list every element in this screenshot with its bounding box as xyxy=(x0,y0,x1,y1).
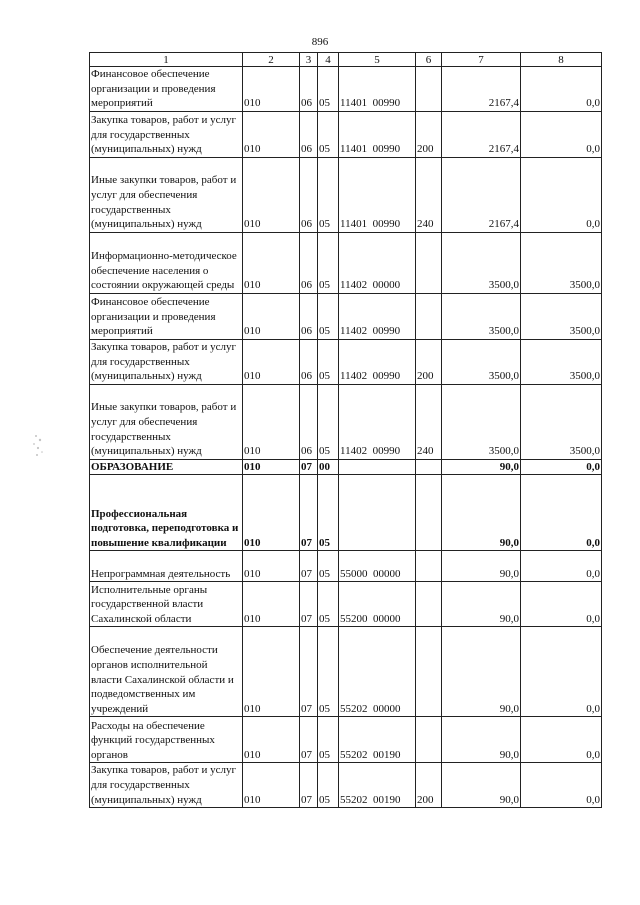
cell-value-8: 0,0 xyxy=(521,459,602,475)
cell-rz: 06 xyxy=(300,384,318,459)
cell-name: Закупка товаров, работ и услуг для государственных (муниципальных) нужд xyxy=(90,763,243,808)
cell-name: Обеспечение деятельности органов исполнительной власти Сахалинской области и подведомственных им учреждений xyxy=(90,627,243,717)
cell-value-8: 0,0 xyxy=(521,67,602,112)
cell-csr: 11402 00000 xyxy=(339,232,416,293)
cell-value-7: 90,0 xyxy=(442,582,521,627)
cell-pr: 05 xyxy=(318,717,339,763)
col-header-4: 4 xyxy=(318,53,339,67)
cell-name: Закупка товаров, работ и услуг для государственных (муниципальных) нужд xyxy=(90,339,243,384)
table-row xyxy=(90,293,602,339)
cell-name: Исполнительные органы государственной власти Сахалинской области xyxy=(90,582,243,627)
cell-name: Финансовое обеспечение организации и проведения мероприятий xyxy=(90,67,243,112)
cell-pr: 05 xyxy=(318,763,339,808)
cell-value-8: 3500,0 xyxy=(521,339,602,384)
table-row xyxy=(90,627,602,717)
cell-value-7: 2167,4 xyxy=(442,157,521,232)
cell-grbs: 010 xyxy=(243,111,300,157)
cell-csr: 55202 00000 xyxy=(339,627,416,717)
cell-csr: 11402 00990 xyxy=(339,293,416,339)
cell-grbs: 010 xyxy=(243,384,300,459)
cell-value-7: 3500,0 xyxy=(442,293,521,339)
cell-value-7: 90,0 xyxy=(442,717,521,763)
cell-vr xyxy=(416,475,442,551)
cell-value-8: 0,0 xyxy=(521,475,602,551)
cell-csr: 55202 00190 xyxy=(339,717,416,763)
cell-name: Профессиональная подготовка, переподготовка и повышение квалификации xyxy=(90,475,243,551)
cell-grbs: 010 xyxy=(243,475,300,551)
cell-name: ОБРАЗОВАНИЕ xyxy=(90,459,243,475)
cell-grbs: 010 xyxy=(243,293,300,339)
cell-rz: 07 xyxy=(300,627,318,717)
cell-rz: 06 xyxy=(300,67,318,112)
cell-grbs: 010 xyxy=(243,232,300,293)
cell-vr xyxy=(416,293,442,339)
col-header-1: 1 xyxy=(90,53,243,67)
cell-value-8: 3500,0 xyxy=(521,293,602,339)
cell-pr: 05 xyxy=(318,551,339,582)
cell-rz: 06 xyxy=(300,157,318,232)
table-row xyxy=(90,384,602,459)
cell-rz: 07 xyxy=(300,582,318,627)
col-header-7: 7 xyxy=(442,53,521,67)
cell-rz: 06 xyxy=(300,339,318,384)
cell-value-8: 3500,0 xyxy=(521,232,602,293)
cell-vr: 200 xyxy=(416,111,442,157)
cell-rz: 07 xyxy=(300,551,318,582)
cell-value-7: 90,0 xyxy=(442,459,521,475)
cell-csr: 11401 00990 xyxy=(339,67,416,112)
col-header-5: 5 xyxy=(339,53,416,67)
col-header-8: 8 xyxy=(521,53,602,67)
cell-value-7: 3500,0 xyxy=(442,384,521,459)
cell-rz: 07 xyxy=(300,717,318,763)
table-row xyxy=(90,717,602,763)
cell-vr xyxy=(416,232,442,293)
header-row xyxy=(90,53,602,67)
cell-csr: 55202 00190 xyxy=(339,763,416,808)
cell-pr: 05 xyxy=(318,67,339,112)
cell-value-8: 0,0 xyxy=(521,157,602,232)
cell-name: Финансовое обеспечение организации и проведения мероприятий xyxy=(90,293,243,339)
cell-pr: 00 xyxy=(318,459,339,475)
table-row xyxy=(90,582,602,627)
cell-vr xyxy=(416,551,442,582)
cell-grbs: 010 xyxy=(243,763,300,808)
cell-value-7: 90,0 xyxy=(442,551,521,582)
cell-rz: 06 xyxy=(300,111,318,157)
table-row xyxy=(90,459,602,475)
table-row xyxy=(90,763,602,808)
col-header-3: 3 xyxy=(300,53,318,67)
cell-vr: 240 xyxy=(416,157,442,232)
cell-vr xyxy=(416,717,442,763)
cell-value-8: 0,0 xyxy=(521,582,602,627)
cell-csr: 55200 00000 xyxy=(339,582,416,627)
cell-value-8: 0,0 xyxy=(521,111,602,157)
budget-table xyxy=(89,52,602,808)
cell-pr: 05 xyxy=(318,384,339,459)
cell-vr xyxy=(416,582,442,627)
cell-rz: 07 xyxy=(300,475,318,551)
cell-value-8: 3500,0 xyxy=(521,384,602,459)
cell-grbs: 010 xyxy=(243,551,300,582)
cell-value-7: 90,0 xyxy=(442,763,521,808)
cell-csr: 55000 00000 xyxy=(339,551,416,582)
cell-value-8: 0,0 xyxy=(521,627,602,717)
cell-name: Закупка товаров, работ и услуг для государственных (муниципальных) нужд xyxy=(90,111,243,157)
table-row xyxy=(90,475,602,551)
cell-csr: 11401 00990 xyxy=(339,111,416,157)
cell-value-7: 90,0 xyxy=(442,475,521,551)
cell-value-7: 3500,0 xyxy=(442,232,521,293)
cell-name: Информационно-методическое обеспечение населения о состоянии окружающей среды xyxy=(90,232,243,293)
cell-value-7: 2167,4 xyxy=(442,67,521,112)
cell-csr: 11402 00990 xyxy=(339,339,416,384)
cell-grbs: 010 xyxy=(243,157,300,232)
table-row xyxy=(90,111,602,157)
cell-value-7: 90,0 xyxy=(442,627,521,717)
cell-grbs: 010 xyxy=(243,339,300,384)
cell-name: Расходы на обеспечение функций государственных органов xyxy=(90,717,243,763)
cell-value-7: 3500,0 xyxy=(442,339,521,384)
cell-rz: 06 xyxy=(300,232,318,293)
cell-pr: 05 xyxy=(318,475,339,551)
table-row xyxy=(90,551,602,582)
cell-vr xyxy=(416,627,442,717)
cell-vr: 240 xyxy=(416,384,442,459)
col-header-6: 6 xyxy=(416,53,442,67)
cell-rz: 07 xyxy=(300,763,318,808)
table-row xyxy=(90,157,602,232)
cell-pr: 05 xyxy=(318,582,339,627)
cell-grbs: 010 xyxy=(243,459,300,475)
cell-csr: 11401 00990 xyxy=(339,157,416,232)
cell-vr: 200 xyxy=(416,763,442,808)
cell-name: Иные закупки товаров, работ и услуг для обеспечения государственных (муниципальных) нужд xyxy=(90,157,243,232)
cell-csr: 11402 00990 xyxy=(339,384,416,459)
page-number: 896 xyxy=(311,36,329,48)
cell-vr: 200 xyxy=(416,339,442,384)
col-header-2: 2 xyxy=(243,53,300,67)
cell-name: Непрограммная деятельность xyxy=(90,551,243,582)
cell-grbs: 010 xyxy=(243,67,300,112)
cell-vr xyxy=(416,67,442,112)
cell-csr xyxy=(339,459,416,475)
cell-rz: 07 xyxy=(300,459,318,475)
cell-csr xyxy=(339,475,416,551)
table-row xyxy=(90,339,602,384)
table-row xyxy=(90,67,602,112)
cell-pr: 05 xyxy=(318,111,339,157)
cell-pr: 05 xyxy=(318,339,339,384)
table-row xyxy=(90,232,602,293)
cell-grbs: 010 xyxy=(243,717,300,763)
cell-pr: 05 xyxy=(318,157,339,232)
cell-pr: 05 xyxy=(318,627,339,717)
scan-artifact xyxy=(28,430,48,460)
cell-vr xyxy=(416,459,442,475)
cell-grbs: 010 xyxy=(243,582,300,627)
table-body xyxy=(90,67,602,808)
cell-value-8: 0,0 xyxy=(521,763,602,808)
cell-pr: 05 xyxy=(318,232,339,293)
cell-value-7: 2167,4 xyxy=(442,111,521,157)
cell-rz: 06 xyxy=(300,293,318,339)
cell-pr: 05 xyxy=(318,293,339,339)
cell-value-8: 0,0 xyxy=(521,717,602,763)
cell-value-8: 0,0 xyxy=(521,551,602,582)
cell-grbs: 010 xyxy=(243,627,300,717)
cell-name: Иные закупки товаров, работ и услуг для обеспечения государственных (муниципальных) нужд xyxy=(90,384,243,459)
